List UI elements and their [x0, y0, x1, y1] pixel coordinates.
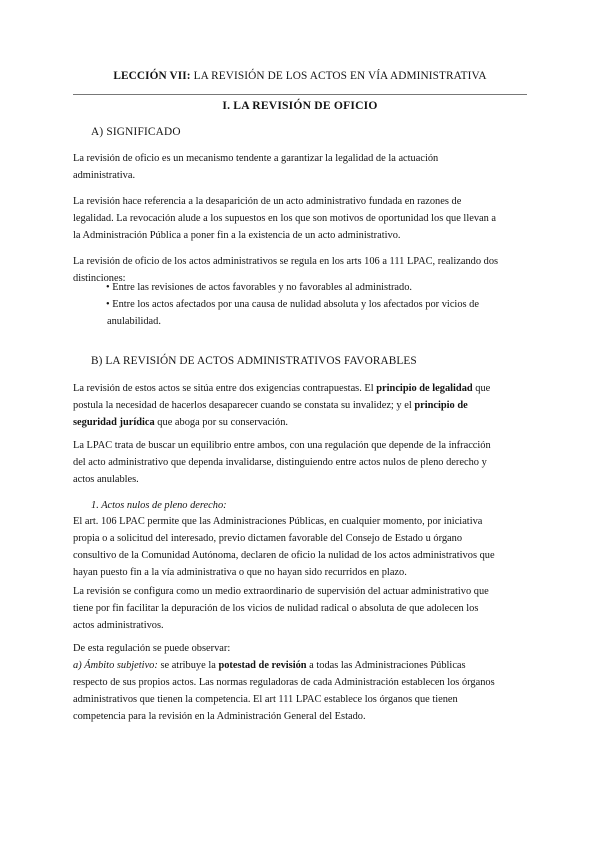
emphasis: principio de legalidad: [376, 383, 473, 394]
emphasis: principio de: [414, 400, 468, 411]
text-line: La revisión hace referencia a la desaparición de un acto administrativo fundada en razones de: [73, 196, 462, 207]
paragraph: [73, 583, 529, 634]
text-line: hayan puesto fin a la vía administrativa o que no hayan sido recurridos en plazo.: [73, 567, 407, 578]
text-line: La revisión se configura como un medio extraordinario de supervisión del actuar administrativo que: [73, 586, 489, 597]
emphasis: seguridad jurídica: [73, 417, 155, 428]
text-line: actos administrativos.: [73, 620, 164, 631]
text-line: • Entre los actos afectados por una causa de nulidad absoluta y los afectados por vicios de: [106, 299, 479, 310]
paragraph: [73, 193, 529, 244]
text-line: El art. 106 LPAC permite que las Administraciones Públicas, en cualquier momento, por iniciativa: [73, 516, 483, 527]
text-line: La revisión de oficio es un mecanismo tendente a garantizar la legalidad de la actuación: [73, 153, 439, 164]
paragraph: [73, 380, 529, 431]
paragraph: [73, 640, 529, 725]
text-line: del acto administrativo que dependa invalidarse, distinguiendo entre actos nulos de pleno derecho y: [73, 457, 487, 468]
emphasis: potestad de revisión: [218, 660, 307, 671]
text-line: propia o a solicitud del interesado, previo dictamen favorable del Consejo de Estado u órgano: [73, 533, 463, 544]
text-line: actos anulables.: [73, 474, 139, 485]
section-heading: I. LA REVISIÓN DE OFICIO: [222, 99, 378, 112]
section-a-title: A) SIGNIFICADO: [91, 126, 181, 138]
text-line: distinciones:: [73, 273, 126, 284]
paragraph: [73, 437, 529, 488]
subsection-title: 1. Actos nulos de pleno derecho:: [91, 500, 227, 511]
text-line: respecto de sus propios actos. Las normas reguladoras de cada Administración establecen los órganos: [73, 677, 495, 688]
paragraph: [73, 513, 529, 581]
text-line: la Administración Pública a poner fin a la existencia de un acto administrativo.: [73, 230, 401, 241]
text-line: anulabilidad.: [107, 316, 161, 327]
lesson-prefix: LECCIÓN VII:: [113, 70, 191, 82]
text-line: administrativa.: [73, 170, 136, 181]
paragraph: [73, 150, 529, 184]
text-line: La LPAC trata de buscar un equilibrio entre ambos, con una regulación que depende de la infracción: [73, 440, 491, 451]
section-b-title: B) LA REVISIÓN DE ACTOS ADMINISTRATIVOS FAVORABLES: [91, 355, 417, 367]
list-item: [106, 279, 536, 296]
list-item: [106, 296, 536, 330]
text-line: La revisión de estos actos se sitúa entre dos exigencias contrapuestas. El principio de legalidad que: [73, 383, 491, 394]
title-divider: [73, 94, 527, 95]
text-line: La revisión de oficio de los actos administrativos se regula en los arts 106 a 111 LPAC, realizando dos: [73, 256, 499, 267]
lesson-title: [0, 70, 600, 82]
text-line: competencia para la revisión en la Administración General del Estado.: [73, 711, 366, 722]
text-line: seguridad jurídica que aboga por su conservación.: [73, 417, 289, 428]
text-line: tiene por fin facilitar la depuración de los vicios de nulidad radical o absoluta de que adolecen los: [73, 603, 479, 614]
text-line: legalidad. La revocación alude a los supuestos en los que son motivos de oportunidad los que llevan a: [73, 213, 497, 224]
text-line: postula la necesidad de hacerlos desaparecer cuando se constata su invalidez; y el principio de: [73, 400, 468, 411]
text-line: De esta regulación se puede observar:: [73, 643, 231, 654]
text-line: administrativos que tienen la competencia. El art 111 LPAC establece los órganos que tienen: [73, 694, 458, 705]
text-line: • Entre las revisiones de actos favorables y no favorables al administrado.: [106, 282, 413, 293]
text-line: consultivo de la Comunidad Autónoma, declaren de oficio la nulidad de los actos administrativos que: [73, 550, 495, 561]
lesson-title-text: LA REVISIÓN DE LOS ACTOS EN VÍA ADMINISTRATIVA: [190, 70, 487, 82]
text-line: a) Ámbito subjetivo: se atribuye la potestad de revisión a todas las Administraciones Públicas: [73, 660, 466, 671]
emphasis: a) Ámbito subjetivo:: [73, 660, 158, 671]
